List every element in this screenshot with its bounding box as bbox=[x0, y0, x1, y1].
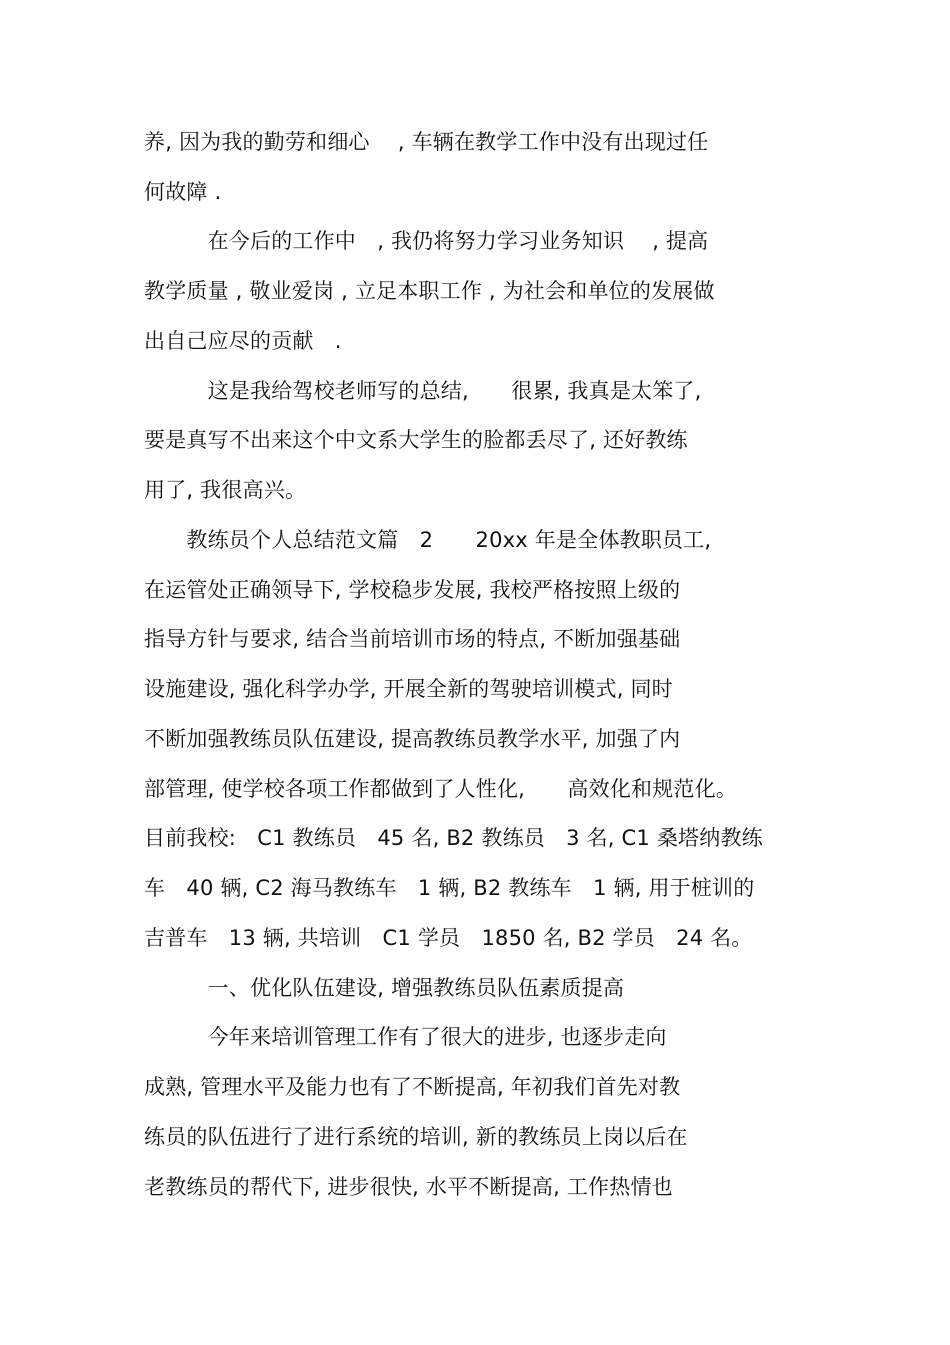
text-line: 在运管处正确领导下, 学校稳步发展, 我校严格按照上级的 bbox=[144, 578, 681, 602]
text-line: 车 40 辆, C2 海马教练车 1 辆, B2 教练车 1 辆, 用于桩训的 bbox=[144, 876, 755, 900]
text-line: 教练员个人总结范文篇 2 20xx 年是全体教职员工, bbox=[144, 528, 712, 552]
text-line: 成熟, 管理水平及能力也有了不断提高, 年初我们首先对教 bbox=[144, 1075, 681, 1099]
text-line: 设施建设, 强化科学办学, 开展全新的驾驶培训模式, 同时 bbox=[144, 677, 673, 701]
text-line: 吉普车 13 辆, 共培训 C1 学员 1850 名, B2 学员 24 名。 bbox=[144, 926, 753, 950]
text-line: 练员的队伍进行了进行系统的培训, 新的教练员上岗以后在 bbox=[144, 1125, 688, 1149]
text-line: 老教练员的帮代下, 进步很快, 水平不断提高, 工作热情也 bbox=[144, 1175, 673, 1199]
text-line: 养, 因为我的勤劳和细心 , 车辆在教学工作中没有出现过任 bbox=[144, 130, 709, 154]
text-line: 出自己应尽的贡献 . bbox=[144, 329, 342, 353]
text-line: 用了, 我很高兴。 bbox=[144, 478, 307, 502]
text-line: 一、优化队伍建设, 增强教练员队伍素质提高 bbox=[144, 976, 625, 1000]
text-line: 教学质量 , 敬业爱岗 , 立足本职工作 , 为社会和单位的发展做 bbox=[144, 279, 715, 303]
text-line: 何故障 . bbox=[144, 180, 222, 204]
text-line: 不断加强教练员队伍建设, 提高教练员教学水平, 加强了内 bbox=[144, 727, 681, 751]
text-line: 今年来培训管理工作有了很大的进步, 也逐步走向 bbox=[144, 1025, 667, 1049]
text-line: 这是我给驾校老师写的总结, 很累, 我真是太笨了, bbox=[144, 379, 702, 403]
text-line: 部管理, 使学校各项工作都做到了人性化, 高效化和规范化。 bbox=[144, 777, 738, 801]
text-line: 在今后的工作中 , 我仍将努力学习业务知识 , 提高 bbox=[144, 229, 709, 253]
text-line: 要是真写不出来这个中文系大学生的脸都丢尽了, 还好教练 bbox=[144, 428, 688, 452]
text-line: 指导方针与要求, 结合当前培训市场的特点, 不断加强基础 bbox=[144, 627, 681, 651]
text-line: 目前我校: C1 教练员 45 名, B2 教练员 3 名, C1 桑塔纳教练 bbox=[144, 826, 763, 850]
